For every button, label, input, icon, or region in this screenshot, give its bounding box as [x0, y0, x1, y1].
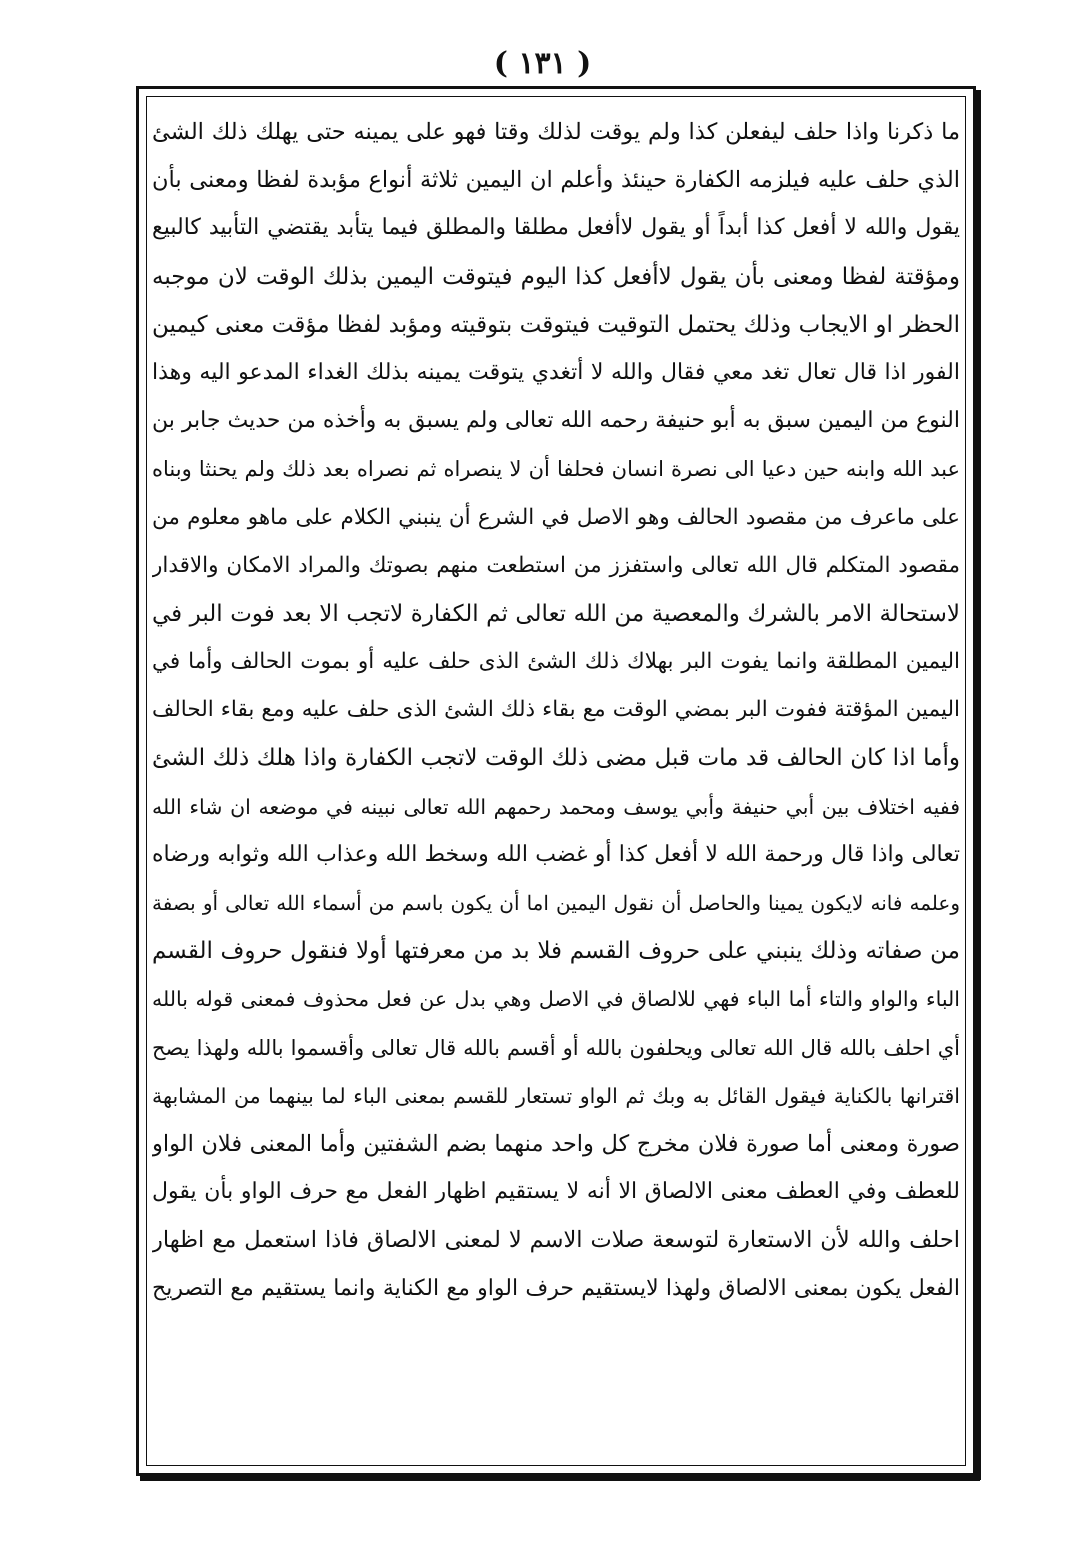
frame-shadow-bottom [140, 1476, 980, 1481]
text-line: ما ذكرنا واذا حلف ليفعلن كذا ولم يوقت لذلك وقتا فهو على يمينه حتى يهلك ذلك الشئ [152, 119, 960, 145]
text-line: على ماعرف من مقصود الحالف وهو الاصل في الشرع أن ينبني الكلام على ماهو معلوم من [152, 504, 960, 530]
text-line: اليمين المطلقة وانما يفوت البر بهلاك ذلك الشئ الذى حلف عليه أو بموت الحالف وأما في [152, 649, 960, 675]
body-text [152, 108, 960, 1453]
text-line: اقترانها بالكناية فيقول القائل به وبك ثم الواو تستعار للقسم بمعنى الباء لما بينهما من المشابهة [152, 1083, 960, 1108]
text-line: مقصود المتكلم قال الله تعالى واستفزز من استطعت منهم بصوتك والمراد الامكان والاقدار [152, 552, 960, 578]
text-line: الذي حلف عليه فيلزمه الكفارة حينئذ وأعلم ان اليمين ثلاثة أنواع مؤبدة لفظا ومعنى بأن [152, 167, 960, 194]
text-line: وعلمه فانه لايكون يمينا والحاصل أن نقول اليمين اما أن يكون باسم من أسماء الله تعالى أو بصفة [152, 891, 960, 915]
text-line: أي احلف بالله قال الله تعالى ويحلفون بالله أو أقسم بالله قال تعالى وأقسموا بالله ولهذا يصح [152, 1035, 960, 1060]
text-line: الفور اذا قال تعال تغد معي فقال والله لا أتغدي يتوقت يمينه بذلك الغداء المدعو اليه وهذا [152, 359, 960, 385]
text-line: للعطف وفي العطف معنى الالصاق الا أنه لا يستقيم اظهار الفعل مع حرف الواو بأن يقول [152, 1179, 960, 1205]
text-line: تعالى واذا قال ورحمة الله لا أفعل كذا أو غضب الله وسخط الله وعذاب الله وثوابه ورضاه [152, 841, 960, 867]
text-line: ومؤقتة لفظا ومعنى بأن يقول لاأفعل كذا اليوم فيتوقت اليمين بذلك الوقت لان موجبه [152, 263, 960, 290]
text-line: لاستحالة الامر بالشرك والمعصية من الله تعالى ثم الكفارة لاتجب الا بعد فوت البر في [152, 600, 960, 627]
text-line: عبد الله وابنه حين دعيا الى نصرة انسان فحلفا أن لا ينصراه ثم نصراه بعد ذلك ولم يحنثا وبناه [152, 457, 960, 482]
text-line: الفعل يكون بمعنى الالصاق ولهذا لايستقيم حرف الواو مع الكناية وانما يستقيم مع التصريح [152, 1275, 960, 1301]
page-number: ( ١٣١ ) [493, 46, 592, 81]
text-line: الحظر او الايجاب وذلك يحتمل التوقيت فيتوقت بتوقيته ومؤبد لفظا مؤقت معنى كيمين [152, 311, 960, 338]
text-line: ففيه اختلاف بين أبي حنيفة وأبي يوسف ومحمد رحمهم الله تعالى نبينه في موضعه ان شاء الله [152, 794, 960, 819]
text-line: يقول والله لا أفعل كذا أبداً أو يقول لاأفعل مطلقا والمطلق فيما يتأبد يقتضي التأبيد كالبيع [152, 215, 960, 241]
text-line: احلف والله لأن الاستعارة لتوسعة صلات الاسم لا لمعنى الالصاق فاذا استعمل مع اظهار [152, 1227, 960, 1254]
frame-shadow-right [976, 90, 981, 1480]
text-line: النوع من اليمين سبق به أبو حنيفة رحمه الله تعالى ولم يسبق به وأخذه من حديث جابر بن [152, 408, 960, 434]
text-line: من صفاته وذلك ينبني على حروف القسم فلا بد من معرفتها أولا فنقول حروف القسم [152, 938, 960, 965]
text-line: وأما اذا كان الحالف قد مات قبل مضى ذلك الوقت لاتجب الكفارة واذا هلك ذلك الشئ [152, 745, 960, 772]
text-line: اليمين المؤقتة ففوت البر بمضي الوقت مع بقاء ذلك الشئ الذى حلف عليه ومع بقاء الحالف [152, 697, 960, 723]
text-line: الباء والواو والتاء أما الباء فهي للالصاق في الاصل وهي بدل عن فعل محذوف فمعنى قوله بالله [152, 987, 960, 1012]
text-line: صورة ومعنى أما صورة فلان مخرج كل واحد منهما بضم الشفتين وأما المعنى فلان الواو [152, 1130, 960, 1157]
